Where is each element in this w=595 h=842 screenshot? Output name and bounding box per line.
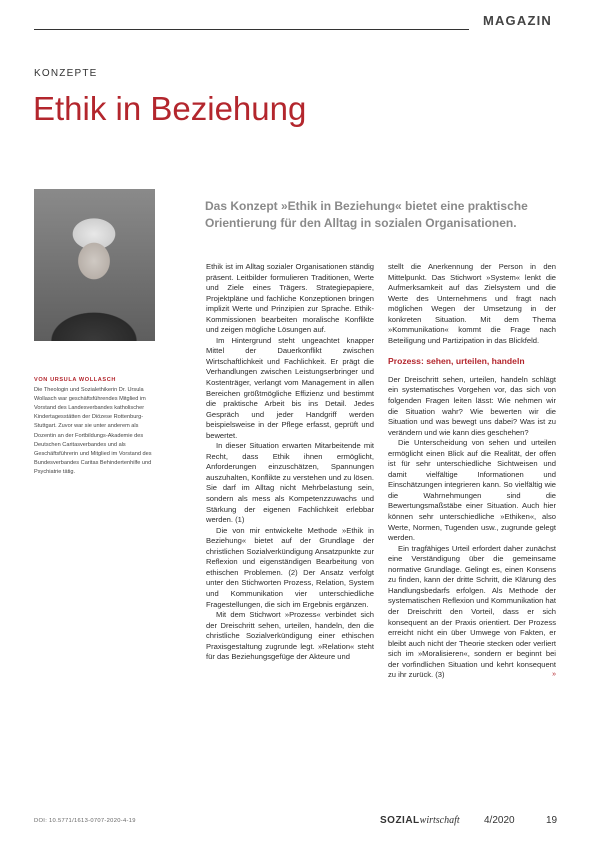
- article-end-mark: »: [552, 671, 556, 679]
- author-bio: Die Theologin und Sozialethikerin Dr. Ursula Wollasch war geschäftsführendes Mitglied im Vorstand des Landesverbandes katholischer Kindertagesstätten der Diözese Rottenburg-Stuttgart. Zuvor war sie unter anderem als Dozentin an der Fortbildungs-Akademie des Deutschen Caritasverbandes und als Geschäftsführerin und Mitglied im Vorstand des Bundesverbandes Caritas Behindertenhilfe und Psychiatrie tätig.: [34, 387, 152, 475]
- body-paragraph: stellt die Anerkennung der Person in den Mittelpunkt. Das Stichwort »System« lenkt die Aufmerksamkeit auf das Zielsystem und die Werte des Unternehmens und fragt nach möglichen Wegen der Umsetzung in der konkreten Situation. Mit dem Thema »Kommunikation« kommt die Frage nach Beteiligung und Partizipation in das Blickfeld.: [388, 262, 556, 345]
- body-paragraph: Die Unterscheidung von sehen und urteilen ermöglicht einen Blick auf die Realität, der offen ist für sehr unterschiedliche Sichtweisen und damit vielfältige Informationen und Einschätzungen integrieren kann. So vielfältig wie die Wahrnehmungen sind die Bewertungsmaßstäbe einer Situation. Auch hier können sehr unterschiedliche »Ethiken«, also Werte, Normen, Tugenden usw., zugrunde gelegt werden.: [388, 438, 556, 543]
- body-paragraph: Die von mir entwickelte Methode »Ethik in Beziehung« bietet auf der Grundlage der christlichen Sozialverkündigung Ansatzpunkte zur Reflexion und eigenständigen Bearbeitung von ethischen Problemen. (2) Der Ansatz verfolgt unter den Stichworten Prozess, Relation, System und Kommunikation vier unterschiedliche Fragestellungen, die sich im Ergebnis ergänzen.: [206, 525, 374, 609]
- footer-brand: [380, 815, 460, 826]
- section-heading: Prozess: sehen, urteilen, handeln: [388, 356, 525, 367]
- magazine-label: MAGAZIN: [482, 13, 552, 28]
- section-label: KONZEPTE: [34, 68, 98, 79]
- brand-bold: SOZIAL: [380, 815, 420, 826]
- author-byline: [34, 376, 154, 477]
- body-paragraph: Im Hintergrund steht ungeachtet knapper Mittel der Dauerkonflikt zwischen Wirtschaftlichkeit und Fachlichkeit. Er prägt die Verhandlungen zwischen Leistungserbringer und Kostenträger, verlangt vom Management in allen Bereichen größtmögliche Effizienz und bestimmt die praktische Arbeit bis ins Detail. Jedes Gespräch und jeder Handgriff werden beispielsweise in der Pflege erfasst, geprüft und bewertet.: [206, 335, 374, 440]
- author-photo: [34, 189, 155, 341]
- body-paragraph: Ethik ist im Alltag sozialer Organisationen ständig präsent. Leitbilder formulieren Traditionen, Werte und Ziele eines Trägers. Strategiepapiere, Projektpläne und fachliche Konzeptionen bringen implizit Werte und Prinzipien zur Sprache. Ethik-Kommissionen bearbeiten moralische Konflikte und zeigen mögliche Lösungen auf.: [206, 262, 374, 335]
- body-paragraph-text: Ein tragfähiges Urteil erfordert daher zunächst eine Verständigung über die gemeinsame normative Grundlage. Gelingt es, einen Konsens zu finden, kann der dritte Schritt, die Klärung des Handlungsbedarfs erfolgen. Als Methode der systematischen Reflexion und Kommunikation hat der Dreischritt den Vorteil, dass er sich konsequent an der Praxis orientiert. Der Prozess erreicht nicht ein über Umwege von Fakten, er bleibt auch nicht der Theorie stecken oder verliert sich im »Moralisieren«, sondern er beginnt bei der vorfindlichen Situation und kehrt konsequent zu ihr zurück. (3): [388, 543, 556, 680]
- body-column-2: [388, 262, 556, 681]
- body-column-1: [206, 262, 374, 663]
- footer-doi: DOI: 10.5771/1613-0707-2020-4-19: [34, 818, 136, 824]
- footer-issue: 4/2020: [484, 815, 515, 826]
- body-paragraph: In dieser Situation erwarten Mitarbeitende mit Recht, dass Ethik ihnen ermöglicht, Anforderungen einzuschätzen, Spannungen auszuhalten, Konflikte zu verstehen und zu lösen. Sie darf im Alltag nicht Mehrbelastung sein, sondern als mess als Kompetenzzuwachs und Stärkung der eigenen Fachlichkeit erlebbar werden. (1): [206, 441, 374, 525]
- header-rule: [34, 29, 469, 30]
- author-name: VON URSULA WOLLASCH: [34, 377, 117, 383]
- article-lead: Das Konzept »Ethik in Beziehung« bietet eine praktische Orientierung für den Alltag in sozialen Organisationen.: [205, 199, 528, 230]
- body-paragraph: Mit dem Stichwort »Prozess« verbindet sich der Dreischritt sehen, urteilen, handeln, den die christliche Sozialverkündigung einer ethischen Praxisgestaltung zugrunde legt. »Relation« steht für das Beziehungsgefüge der Akteure und: [206, 610, 374, 662]
- body-paragraph: [388, 544, 556, 681]
- body-paragraph: Der Dreischritt sehen, urteilen, handeln schlägt ein systematisches Vorgehen vor, das sich von folgenden Fragen leiten lässt: Wie nehmen wir die Situation wahr? Wie bewerten wir die Situation und was bewegt uns dabei? Was ist zu verändern und wie kann dies geschehen?: [388, 374, 556, 437]
- brand-italic: wirtschaft: [419, 815, 460, 826]
- article-title: Ethik in Beziehung: [33, 90, 307, 127]
- page-number: 19: [546, 815, 558, 826]
